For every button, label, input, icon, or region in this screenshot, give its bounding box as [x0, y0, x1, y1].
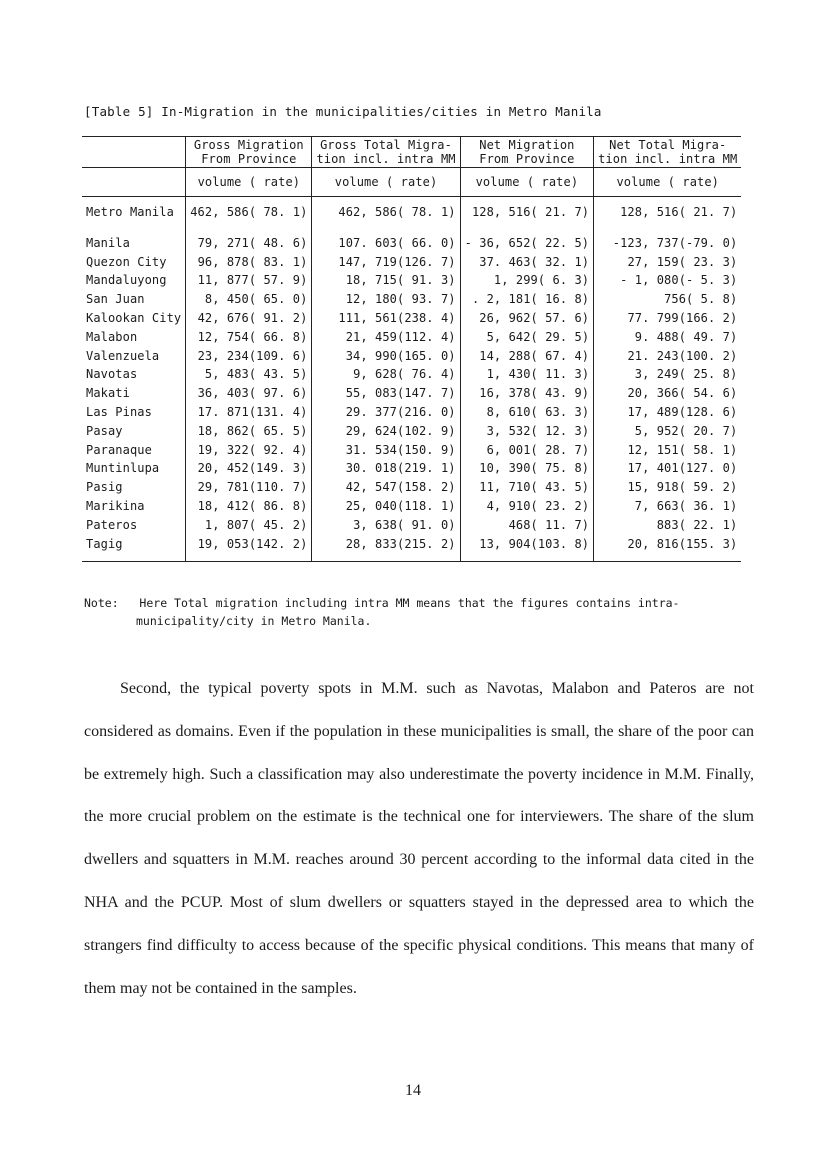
table-cell: 14, 288( 67. 4)	[460, 347, 594, 366]
table-cell: 883( 22. 1)	[594, 516, 742, 535]
row-name: Mandaluyong	[86, 273, 167, 288]
table-row	[82, 422, 741, 441]
row-name: San Juan	[86, 292, 145, 307]
table-cell: 21. 243(100. 2)	[594, 347, 742, 366]
col-header-net-total: Net Total Migra- tion incl. intra MM	[594, 137, 742, 168]
body-text	[84, 668, 754, 1010]
table-cell: 25, 040(118. 1)	[312, 497, 460, 516]
row-name: Marikina	[86, 498, 145, 513]
table-cell: 18, 862( 65. 5)	[186, 422, 312, 441]
note-text-line2: municipality/city in Metro Manila.	[136, 614, 372, 628]
table-cell: 77. 799(166. 2)	[594, 309, 742, 328]
table-cell: 17, 489(128. 6)	[594, 403, 742, 422]
table-row	[82, 535, 741, 562]
table-cell: 16, 378( 43. 9)	[460, 384, 594, 403]
table-cell: - 36, 652( 22. 5)	[460, 234, 594, 253]
table-cell: 10, 390( 75. 8)	[460, 459, 594, 478]
subheader-blank	[82, 168, 186, 197]
table-cell: 3, 532( 12. 3)	[460, 422, 594, 441]
table-cell: 21, 459(112. 4)	[312, 328, 460, 347]
row-name: Las Pinas	[86, 404, 152, 419]
table-cell: 79, 271( 48. 6)	[186, 234, 312, 253]
table-note	[84, 594, 679, 630]
table-row	[82, 290, 741, 309]
table-caption: [Table 5] In-Migration in the municipalities/cities in Metro Manila	[84, 104, 602, 119]
table-cell: 8, 450( 65. 0)	[186, 290, 312, 309]
col-header-net-from-province: Net Migration From Province	[460, 137, 594, 168]
row-name: Valenzuela	[86, 348, 160, 363]
table-cell: 3, 249( 25. 8)	[594, 365, 742, 384]
table-cell: 5, 642( 29. 5)	[460, 328, 594, 347]
row-name: Pasay	[86, 423, 123, 438]
row-name: Malabon	[86, 329, 138, 344]
note-text-line1: Here Total migration including intra MM means that the figures contains intra-	[139, 596, 680, 610]
table-cell: 4, 910( 23. 2)	[460, 497, 594, 516]
table-cell: 55, 083(147. 7)	[312, 384, 460, 403]
table-cell: 96, 878( 83. 1)	[186, 253, 312, 272]
table-cell: 11, 710( 43. 5)	[460, 478, 594, 497]
table-cell: 128, 516( 21. 7)	[460, 203, 594, 222]
table-cell: 13, 904(103. 8)	[460, 535, 594, 562]
row-name: Pasig	[86, 480, 123, 495]
body-paragraph: Second, the typical poverty spots in M.M. such as Navotas, Malabon and Pateros are not considered as domains. Even if the population in these municipalities is small, the share of the poor can be extremely high. Such a classification may also underestimate the poverty incidence in M.M. Finally, the more crucial problem on the estimate is the technical one for interviewers. The share of the slum dwellers and squatters in M.M. reaches around 30 percent according to the informal data cited in the NHA and the PCUP. Most of slum dwellers or squatters stayed in the depressed area to which the strangers find difficulty to access because of the specific physical conditions. This means that many of them may not be contained in the samples.	[84, 680, 754, 997]
row-name: Pateros	[86, 517, 138, 532]
table-cell: - 1, 080(- 5. 3)	[594, 271, 742, 290]
table-cell: 5, 483( 43. 5)	[186, 365, 312, 384]
table-cell: 6, 001( 28. 7)	[460, 441, 594, 460]
table-row	[82, 347, 741, 366]
page-number: 14	[405, 1082, 421, 1099]
row-name: Paranaque	[86, 442, 152, 457]
table-cell: -123, 737(-79. 0)	[594, 234, 742, 253]
table-cell: . 2, 181( 16. 8)	[460, 290, 594, 309]
header-row	[82, 137, 741, 168]
subheader-cell: volume ( rate)	[186, 168, 312, 197]
table-cell: 1, 299( 6. 3)	[460, 271, 594, 290]
table-row	[82, 365, 741, 384]
table-cell: 26, 962( 57. 6)	[460, 309, 594, 328]
table-cell: 111, 561(238. 4)	[312, 309, 460, 328]
table-cell: 23, 234(109. 6)	[186, 347, 312, 366]
table-row	[82, 328, 741, 347]
subheader-cell: volume ( rate)	[312, 168, 460, 197]
table-cell: 20, 366( 54. 6)	[594, 384, 742, 403]
table-cell: 7, 663( 36. 1)	[594, 497, 742, 516]
table-cell: 20, 452(149. 3)	[186, 459, 312, 478]
table-cell: 19, 322( 92. 4)	[186, 441, 312, 460]
table-cell: 30. 018(219. 1)	[312, 459, 460, 478]
table-cell: 107. 603( 66. 0)	[312, 234, 460, 253]
table-cell: 756( 5. 8)	[594, 290, 742, 309]
table-row	[82, 384, 741, 403]
table-cell: 29. 377(216. 0)	[312, 403, 460, 422]
table-cell: 8, 610( 63. 3)	[460, 403, 594, 422]
table-row	[82, 497, 741, 516]
table-row	[82, 309, 741, 328]
table-cell: 42, 547(158. 2)	[312, 478, 460, 497]
col-header-gross-total: Gross Total Migra- tion incl. intra MM	[312, 137, 460, 168]
table-cell: 18, 715( 91. 3)	[312, 271, 460, 290]
row-name: Quezon City	[86, 254, 167, 269]
table-cell: 19, 053(142. 2)	[186, 535, 312, 562]
table-cell: 18, 412( 86. 8)	[186, 497, 312, 516]
table-cell: 17. 871(131. 4)	[186, 403, 312, 422]
table-cell: 36, 403( 97. 6)	[186, 384, 312, 403]
row-name: Muntinlupa	[86, 461, 160, 476]
table-cell: 42, 676( 91. 2)	[186, 309, 312, 328]
table-cell: 462, 586( 78. 1)	[312, 203, 460, 222]
table-cell: 17, 401(127. 0)	[594, 459, 742, 478]
table-row	[82, 516, 741, 535]
table-cell: 462, 586( 78. 1)	[186, 203, 312, 222]
table-row	[82, 441, 741, 460]
table-cell: 31. 534(150. 9)	[312, 441, 460, 460]
table-cell: 9. 488( 49. 7)	[594, 328, 742, 347]
table-row	[82, 478, 741, 497]
table-cell: 12, 180( 93. 7)	[312, 290, 460, 309]
table-cell: 20, 816(155. 3)	[594, 535, 742, 562]
header-blank	[82, 137, 186, 168]
row-name: Kalookan City	[86, 310, 182, 325]
table-cell: 5, 952( 20. 7)	[594, 422, 742, 441]
table-row	[82, 403, 741, 422]
row-name: Navotas	[86, 367, 138, 382]
note-label: Note:	[84, 596, 119, 610]
table-cell: 128, 516( 21. 7)	[594, 203, 742, 222]
migration-table	[82, 136, 741, 562]
subheader-cell: volume ( rate)	[594, 168, 742, 197]
row-name: Metro Manila	[86, 205, 174, 219]
table-row-total	[82, 203, 741, 222]
subheader-cell: volume ( rate)	[460, 168, 594, 197]
table-cell: 15, 918( 59. 2)	[594, 478, 742, 497]
table-cell: 12, 151( 58. 1)	[594, 441, 742, 460]
subheader-row	[82, 168, 741, 197]
table-cell: 29, 624(102. 9)	[312, 422, 460, 441]
table-cell: 34, 990(165. 0)	[312, 347, 460, 366]
table-row	[82, 253, 741, 272]
table-cell: 12, 754( 66. 8)	[186, 328, 312, 347]
table-cell: 1, 807( 45. 2)	[186, 516, 312, 535]
spacer-row	[82, 222, 741, 234]
table-cell: 9, 628( 76. 4)	[312, 365, 460, 384]
table-cell: 29, 781(110. 7)	[186, 478, 312, 497]
table-cell: 468( 11. 7)	[460, 516, 594, 535]
row-name: Manila	[86, 235, 130, 250]
table-row	[82, 234, 741, 253]
table-row	[82, 271, 741, 290]
table-cell: 11, 877( 57. 9)	[186, 271, 312, 290]
table-row	[82, 459, 741, 478]
table-cell: 1, 430( 11. 3)	[460, 365, 594, 384]
table-cell: 27, 159( 23. 3)	[594, 253, 742, 272]
migration-table-container	[82, 136, 738, 562]
table-cell: 3, 638( 91. 0)	[312, 516, 460, 535]
row-name: Tagig	[82, 535, 186, 562]
table-cell: 37. 463( 32. 1)	[460, 253, 594, 272]
col-header-gross-from-province: Gross Migration From Province	[186, 137, 312, 168]
row-name: Makati	[86, 386, 130, 401]
table-cell: 28, 833(215. 2)	[312, 535, 460, 562]
table-cell: 147, 719(126. 7)	[312, 253, 460, 272]
